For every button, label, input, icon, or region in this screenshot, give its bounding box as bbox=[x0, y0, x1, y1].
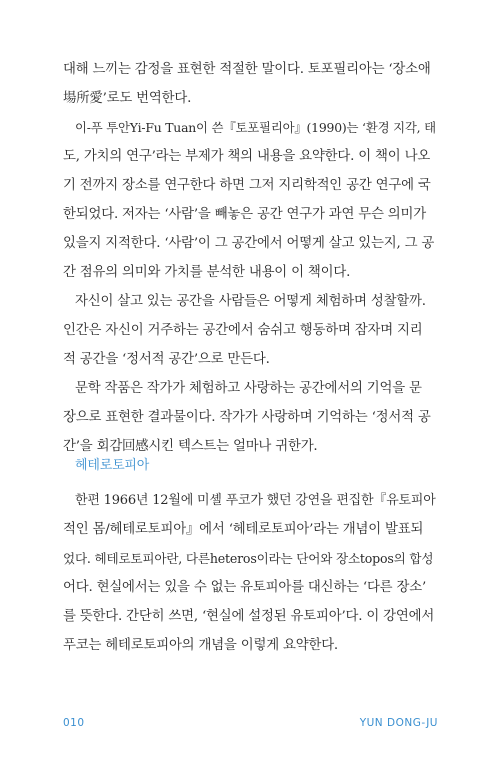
text-line: 場所愛’로도 번역한다. bbox=[63, 91, 192, 106]
text-line: 간 점유의 의미와 가치를 분석한 내용이 이 책이다. bbox=[63, 265, 351, 280]
page-number: 010 bbox=[63, 717, 85, 729]
section-heading: 헤테로토피아 bbox=[75, 458, 150, 473]
text-line: 한편 1966년 12월에 미셸 푸코가 했던 강연을 편집한『유토피아 bbox=[75, 493, 436, 508]
text-line: 장으로 표현한 결과물이다. 작가가 사랑하며 기억하는 ‘정서적 공 bbox=[63, 410, 431, 425]
text-line: 를 뜻한다. 간단히 쓰면, ‘현실에 설정된 유토피아’다. 이 강연에서 bbox=[63, 609, 435, 624]
text-line: 이-푸 투안Yi-Fu Tuan이 쓴『토포필리아』(1990)는 ‘환경 지각, 태 bbox=[75, 120, 436, 135]
text-line: 대해 느끼는 감정을 표현한 적절한 말이다. 토포필리아는 ‘장소애 bbox=[63, 62, 431, 77]
text-line: 문학 작품은 작가가 체험하고 사랑하는 공간에서의 기억을 문 bbox=[75, 381, 422, 396]
body-text-block-1 bbox=[63, 55, 438, 461]
text-line: 자신이 살고 있는 공간을 사람들은 어떻게 체험하며 성찰할까. bbox=[75, 294, 426, 309]
text-line: 있을지 지적한다. ‘사람’이 그 공간에서 어떻게 살고 있는지, 그 공 bbox=[63, 236, 435, 251]
text-line: 었다. 헤테로토피아란, 다른heteros이라는 단어와 장소topos의 합성 bbox=[63, 551, 434, 566]
text-line: 적인 몸/헤테로토피아』에서 ‘헤테로토피아’라는 개념이 발표되 bbox=[63, 522, 424, 537]
text-line: 한되었다. 저자는 ‘사람’을 빼놓은 공간 연구가 과연 무슨 의미가 bbox=[63, 207, 427, 222]
text-line: 인간은 자신이 거주하는 공간에서 숨쉬고 행동하며 잠자며 지리 bbox=[63, 323, 423, 338]
text-line: 기 전까지 장소를 연구한다 하면 그저 지리학적인 공간 연구에 국 bbox=[63, 178, 431, 193]
text-line: 어다. 현실에서는 있을 수 없는 유토피아를 대신하는 ‘다른 장소’ bbox=[63, 580, 427, 595]
text-line: 적 공간을 ‘정서적 공간’으로 만든다. bbox=[63, 352, 270, 367]
text-line: 도, 가치의 연구’라는 부제가 책의 내용을 요약한다. 이 책이 나오 bbox=[63, 149, 431, 164]
text-line: 푸코는 헤테로토피아의 개념을 이렇게 요약한다. bbox=[63, 638, 338, 653]
body-text-block-2 bbox=[63, 486, 438, 660]
author-name: YUN DONG-JU bbox=[359, 717, 438, 729]
text-line: 간’을 회감回感시킨 텍스트는 얼마나 귀한가. bbox=[63, 439, 318, 454]
